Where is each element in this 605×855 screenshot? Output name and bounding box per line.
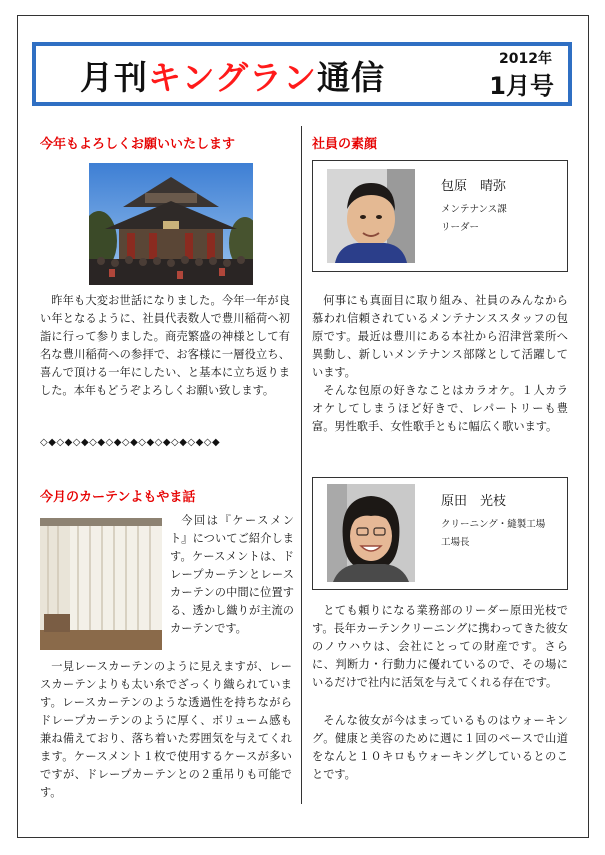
temple-photo bbox=[89, 163, 253, 285]
profile-body-1a: 何事にも真面目に取り組み、社員のみんなから慕われ信頼されているメンテナンススタッフの包原です。最近は豊川にある本社から沼津営業所へ異動し、新しいメンテナンス部隊として活躍しています。 bbox=[312, 294, 568, 379]
profile-photo-1 bbox=[327, 169, 415, 263]
profile-photo-2 bbox=[327, 484, 415, 582]
profile-name-1: 包原 晴弥 bbox=[441, 179, 507, 194]
greeting-body: 昨年も大変お世話になりました。今年一年が良い年となるように、社員代表数人で豊川稲荷へ初詣に行って参りました。商売繁盛の神様として有名な豊川稲荷への参拝で、お客様に一層役立ち、喜んで頂ける一年にしたい、と基本に立ち返りました。本年もどうぞよろしくお願い致します。 bbox=[40, 294, 290, 397]
profile-name-2: 原田 光枝 bbox=[441, 494, 507, 509]
title-part2: 通信 bbox=[317, 58, 386, 97]
title-accent: キングラン bbox=[148, 58, 318, 97]
issue-month: 1月号 bbox=[489, 72, 554, 100]
profile-dept-2: クリーニング・縫製工場 bbox=[441, 519, 546, 530]
curtain-intro: 今回は『ケースメント』についてご紹介します。ケースメントは、ドレープカーテンとレースカーテンの中間に位置する、透かし織りが主流のカーテンです。 bbox=[170, 514, 294, 635]
curtain-body: 一見レースカーテンのように見えますが、レースカーテンよりも太い糸でざっくり織られています。レースカーテンのような透過性を持ちながらドレープカーテンのように厚く、ボリューム感も兼ね備えており、落ち着いた雰囲気を与えてくれます。ケースメント１枚で使用するケースが多いですが、ドレープカーテンとの２重吊りも可能です。 bbox=[40, 660, 292, 799]
profile-body-2b: そんな彼女が今はまっているものはウォーキング。健康と美容のために週に１回のペースで山道をなんと１０キロもウォーキングしているとのことです。 bbox=[312, 714, 568, 781]
profile-role-1 bbox=[441, 201, 507, 237]
profile-role-2 bbox=[441, 516, 545, 552]
curtain-photo bbox=[40, 518, 162, 650]
diamond-divider: ◇◆◇◆◇◆◇◆◇◆◇◆◇◆◇◆◇◆◇◆◇◆ bbox=[40, 437, 221, 448]
staff-heading: 社員の素顔 bbox=[312, 137, 378, 152]
masthead-title bbox=[80, 52, 385, 99]
profile-title-2: 工場長 bbox=[441, 537, 470, 548]
title-part1: 月刊 bbox=[80, 58, 148, 97]
profile-card-2 bbox=[312, 477, 568, 590]
profile-dept-1: メンテナンス課 bbox=[441, 204, 507, 215]
issue-year: 2012年 bbox=[499, 51, 552, 67]
curtain-heading: 今月のカーテンよもやま話 bbox=[40, 490, 196, 505]
profile-body-1b: そんな包原の好きなことはカラオケ。１人カラオケしてしまうほど好きで、レパートリーも豊富。男性歌手、女性歌手ともに幅広く歌います。 bbox=[312, 384, 568, 433]
greeting-heading: 今年もよろしくお願いいたします bbox=[40, 137, 236, 152]
profile-body-2a: とても頼りになる業務部のリーダー原田光枝です。長年カーテンクリーニングに携わってきた彼女のノウハウは、会社にとっての財産です。さらに、判断力・行動力に優れているので、その場にいるだけで社内に活気を与えてくれる存在です。 bbox=[312, 604, 568, 689]
profile-title-1: リーダー bbox=[441, 222, 480, 233]
profile-card-1 bbox=[312, 160, 568, 272]
masthead bbox=[32, 42, 572, 106]
column-divider bbox=[301, 126, 302, 804]
